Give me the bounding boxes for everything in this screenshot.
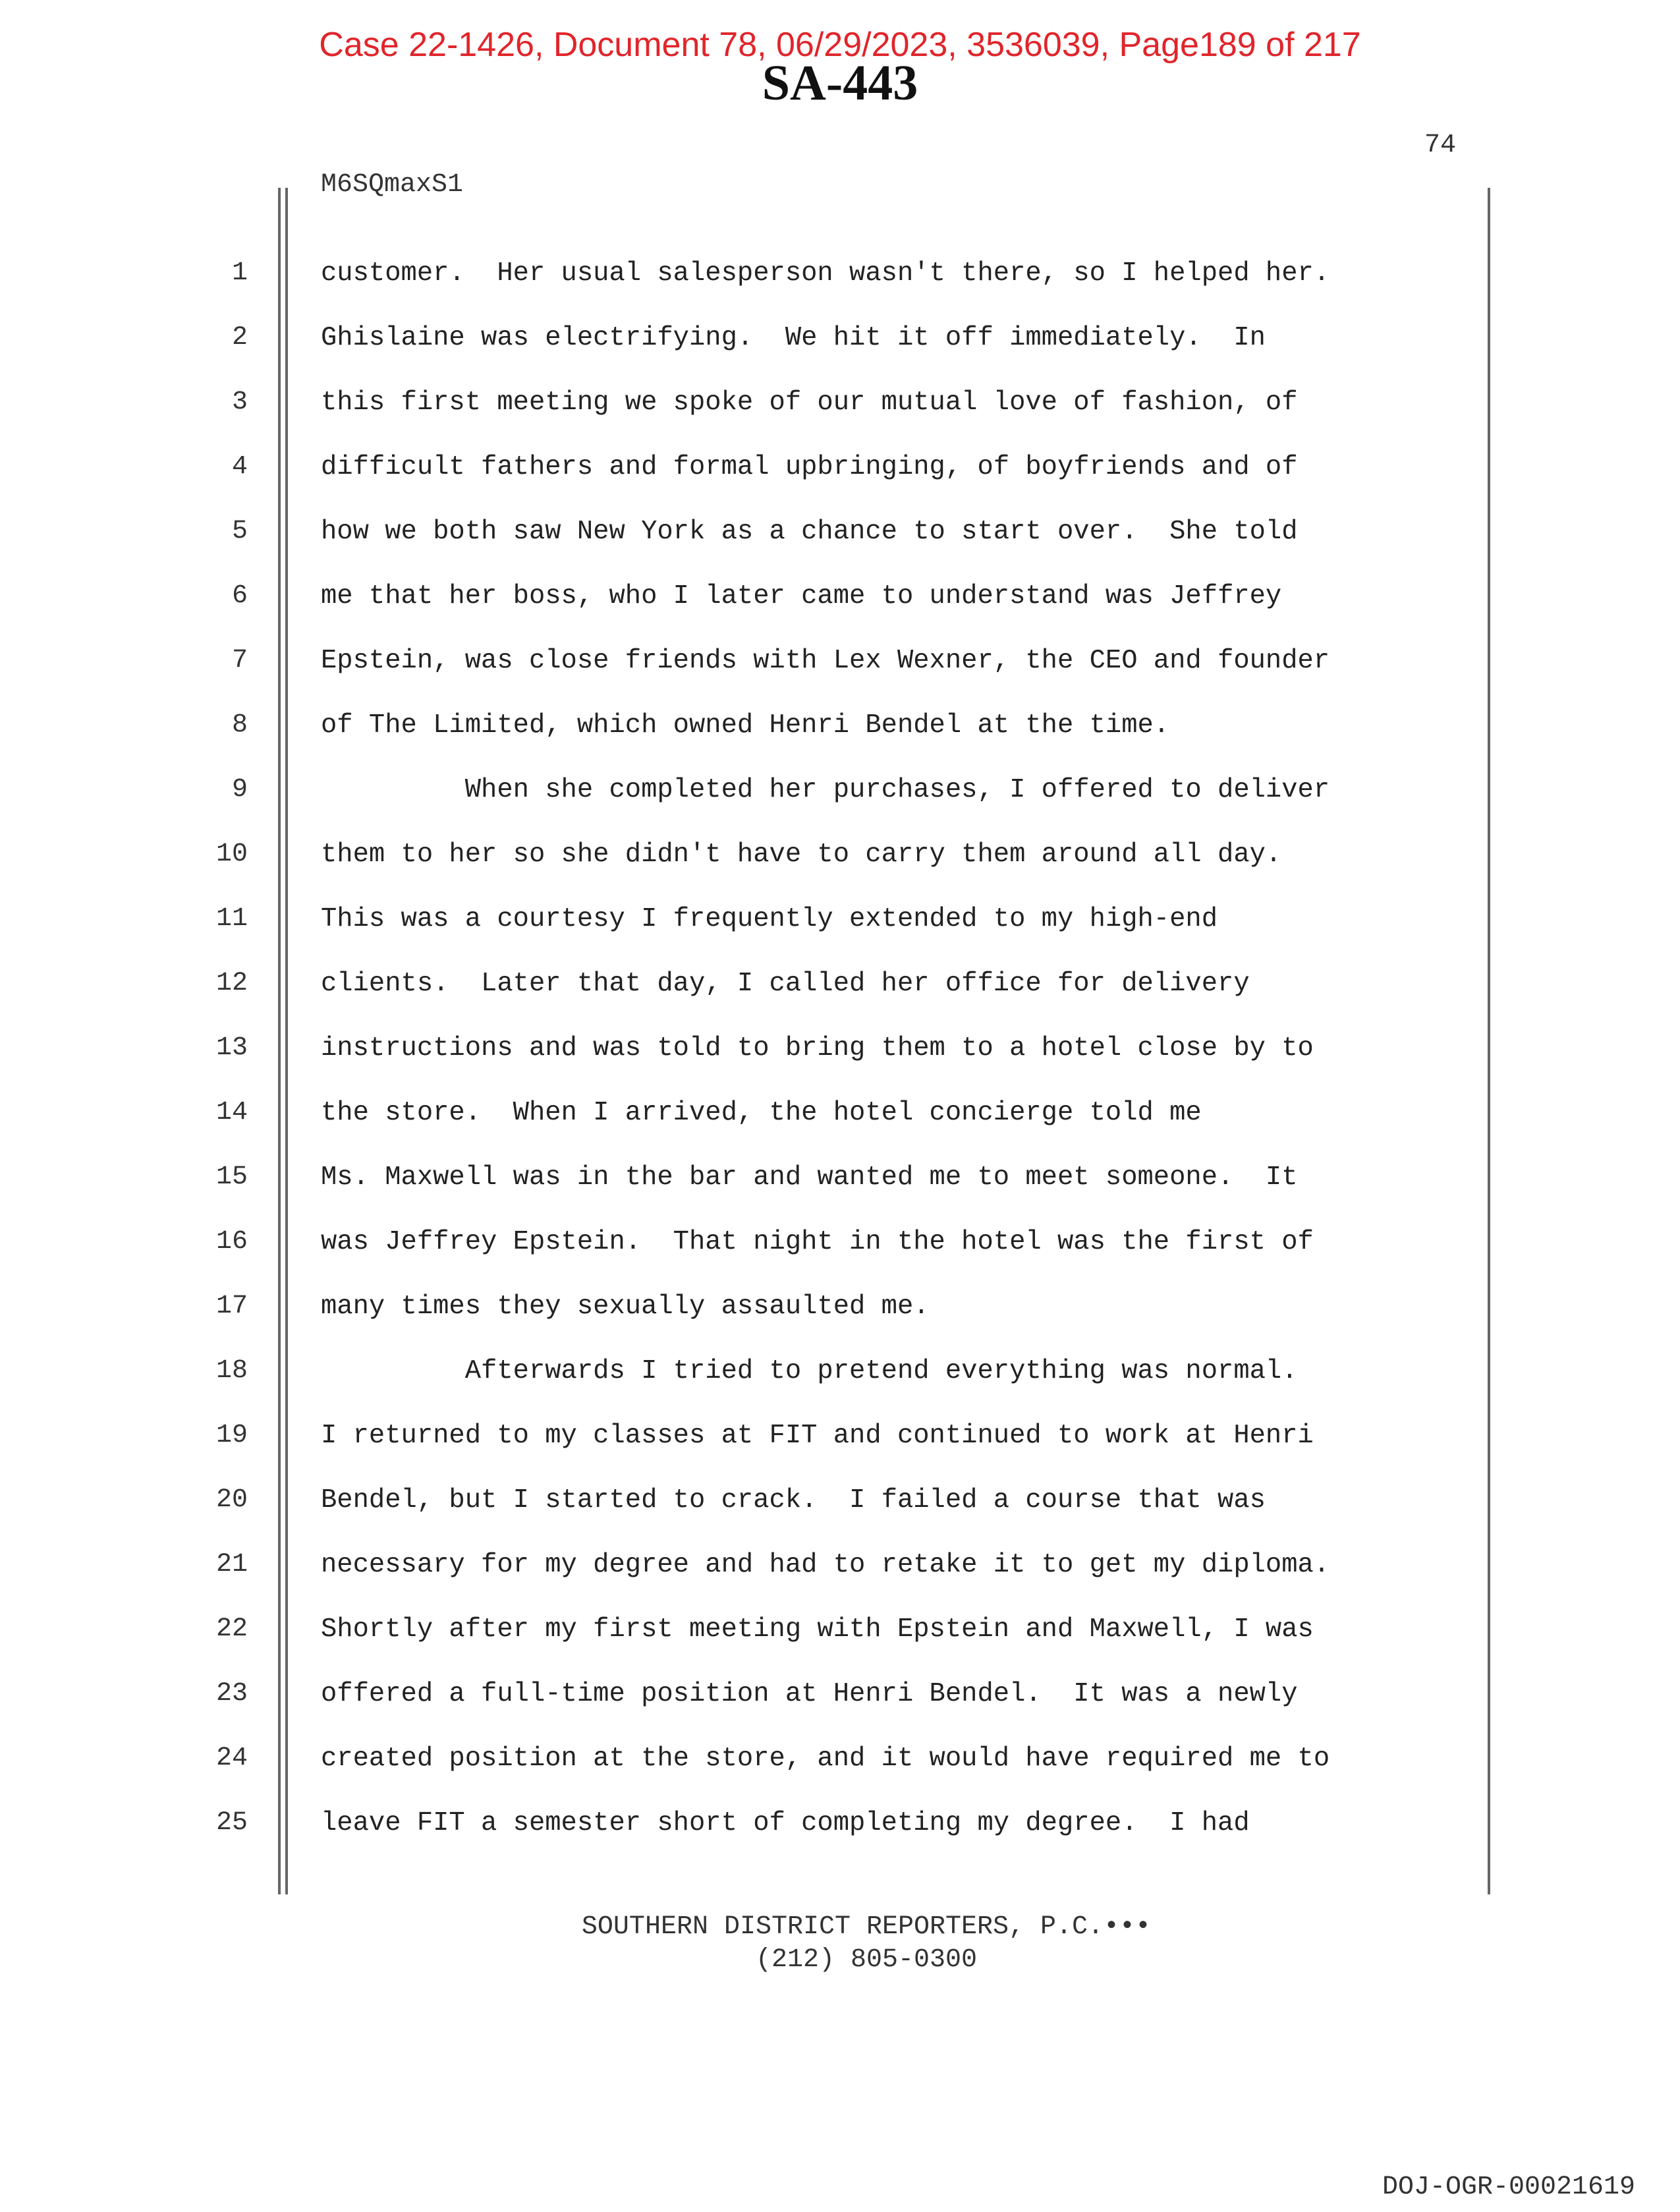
transcript-line: Epstein, was close friends with Lex Wexner, the CEO and founder [321, 646, 1330, 676]
transcript-line: instructions and was told to bring them to a hotel close by to [321, 1033, 1314, 1063]
line-number: 20 [215, 1485, 248, 1515]
transcript-line: Ghislaine was electrifying. We hit it off immediately. In [321, 323, 1266, 353]
transcript-line: I returned to my classes at FIT and continued to work at Henri [321, 1421, 1314, 1451]
left-margin-rule-inner [285, 188, 288, 1894]
line-number: 19 [215, 1421, 248, 1450]
line-number: 3 [231, 387, 248, 417]
transcript-line: many times they sexually assaulted me. [321, 1291, 930, 1322]
right-margin-rule [1488, 188, 1490, 1894]
transcript-line: necessary for my degree and had to retake it to get my diploma. [321, 1550, 1330, 1580]
bates-number: DOJ-OGR-00021619 [1382, 2172, 1635, 2202]
case-stamp: Case 22-1426, Document 78, 06/29/2023, 3536039, Page189 of 217 [319, 26, 1361, 64]
line-number: 5 [231, 517, 248, 546]
transcript-line: how we both saw New York as a chance to start over. She told [321, 517, 1298, 547]
transcript-line: this first meeting we spoke of our mutual love of fashion, of [321, 387, 1298, 418]
transcript-line: Ms. Maxwell was in the bar and wanted me to meet someone. It [321, 1162, 1298, 1193]
line-number: 9 [231, 775, 248, 805]
transcript-line: Bendel, but I started to crack. I failed a course that was [321, 1485, 1266, 1516]
line-number: 2 [231, 323, 248, 353]
line-number: 7 [231, 646, 248, 675]
transcript-line: leave FIT a semester short of completing my degree. I had [321, 1808, 1250, 1838]
line-number: 25 [215, 1808, 248, 1838]
line-number: 24 [215, 1744, 248, 1773]
left-margin-rule [278, 188, 281, 1894]
transcript-line: them to her so she didn't have to carry them around all day. [321, 839, 1282, 870]
line-number: 1 [231, 258, 248, 288]
transcript-line: customer. Her usual salesperson wasn't there, so I helped her. [321, 258, 1330, 289]
line-number: 18 [215, 1356, 248, 1386]
transcript-line: the store. When I arrived, the hotel concierge told me [321, 1098, 1202, 1128]
line-number: 21 [215, 1550, 248, 1579]
line-number: 23 [215, 1679, 248, 1709]
line-number: 12 [215, 969, 248, 998]
transcript-line: This was a courtesy I frequently extended to my high-end [321, 904, 1218, 934]
transcript-line: difficult fathers and formal upbringing, of boyfriends and of [321, 452, 1298, 482]
line-number: 13 [215, 1033, 248, 1063]
transcript-line: of The Limited, which owned Henri Bendel at the time. [321, 710, 1170, 741]
line-number: 6 [231, 581, 248, 611]
line-number: 10 [215, 839, 248, 869]
transcript-page-number: 74 [1424, 130, 1456, 160]
line-number: 15 [215, 1162, 248, 1192]
line-number: 8 [231, 710, 248, 740]
line-number: 22 [215, 1614, 248, 1644]
line-number: 4 [231, 452, 248, 482]
transcript-line: When she completed her purchases, I offered to deliver [321, 775, 1330, 805]
transcript-line: Shortly after my first meeting with Epstein and Maxwell, I was [321, 1614, 1314, 1645]
transcript-line: Afterwards I tried to pretend everything was normal. [321, 1356, 1298, 1386]
transcript-line: clients. Later that day, I called her office for delivery [321, 969, 1250, 999]
reporter-phone: (212) 805-0300 [755, 1945, 978, 1975]
transcript-line: offered a full-time position at Henri Bendel. It was a newly [321, 1679, 1298, 1709]
sa-page-number: SA-443 [762, 55, 918, 111]
transcript-doc-id: M6SQmaxS1 [321, 170, 464, 200]
line-number: 14 [215, 1098, 248, 1127]
transcript-line: created position at the store, and it would have required me to [321, 1744, 1330, 1774]
line-number: 17 [215, 1291, 248, 1321]
line-number: 11 [215, 904, 248, 934]
transcript-line: me that her boss, who I later came to understand was Jeffrey [321, 581, 1282, 611]
transcript-line: was Jeffrey Epstein. That night in the hotel was the first of [321, 1227, 1314, 1257]
line-number: 16 [215, 1227, 248, 1257]
reporter-name: SOUTHERN DISTRICT REPORTERS, P.C.••• [581, 1912, 1152, 1942]
